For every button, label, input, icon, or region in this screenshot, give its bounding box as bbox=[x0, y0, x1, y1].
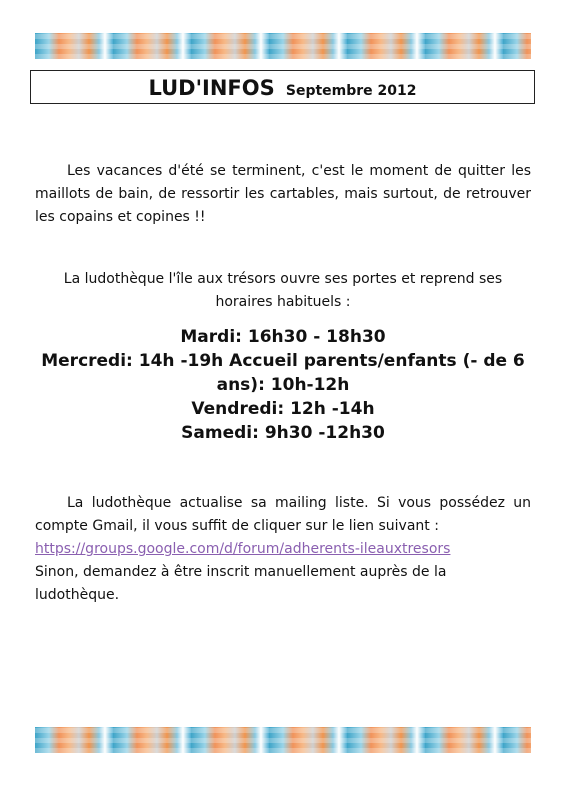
mailing-list-link[interactable]: https://groups.google.com/d/forum/adherents-ileauxtresors bbox=[35, 541, 451, 557]
mailing-text: La ludothèque actualise sa mailing liste. Si vous possédez un compte Gmail, il vous suffit de cliquer sur le lien suivant : bbox=[35, 495, 531, 534]
top-decorative-banner bbox=[35, 33, 531, 59]
hours-wednesday: Mercredi: 14h -19h Accueil parents/enfants (- de 6 bbox=[41, 351, 525, 371]
opening-hours bbox=[35, 325, 531, 445]
opening-line-1: La ludothèque l'île aux trésors ouvre ses portes et reprend ses bbox=[63, 271, 503, 287]
hours-friday: Vendredi: 12h -14h bbox=[191, 399, 375, 419]
intro-paragraph: Les vacances d'été se terminent, c'est le moment de quitter les maillots de bain, de ressortir les cartables, mais surtout, de retrouver les copains et copines !! bbox=[35, 163, 531, 225]
mailing-alternative: Sinon, demandez à être inscrit manuellement auprès de la ludothèque. bbox=[35, 564, 447, 603]
page-subtitle: Septembre 2012 bbox=[285, 83, 417, 99]
hours-saturday: Samedi: 9h30 -12h30 bbox=[181, 423, 385, 443]
opening-line-2: horaires habituels : bbox=[215, 294, 351, 310]
opening-paragraph bbox=[35, 268, 531, 314]
mailing-paragraph bbox=[35, 492, 531, 607]
page-title: LUD'INFOS bbox=[148, 76, 275, 100]
hours-wednesday-cont: ans): 10h-12h bbox=[216, 375, 350, 395]
hours-tuesday: Mardi: 16h30 - 18h30 bbox=[180, 327, 386, 347]
bottom-decorative-banner bbox=[35, 727, 531, 753]
title-box bbox=[30, 70, 535, 104]
